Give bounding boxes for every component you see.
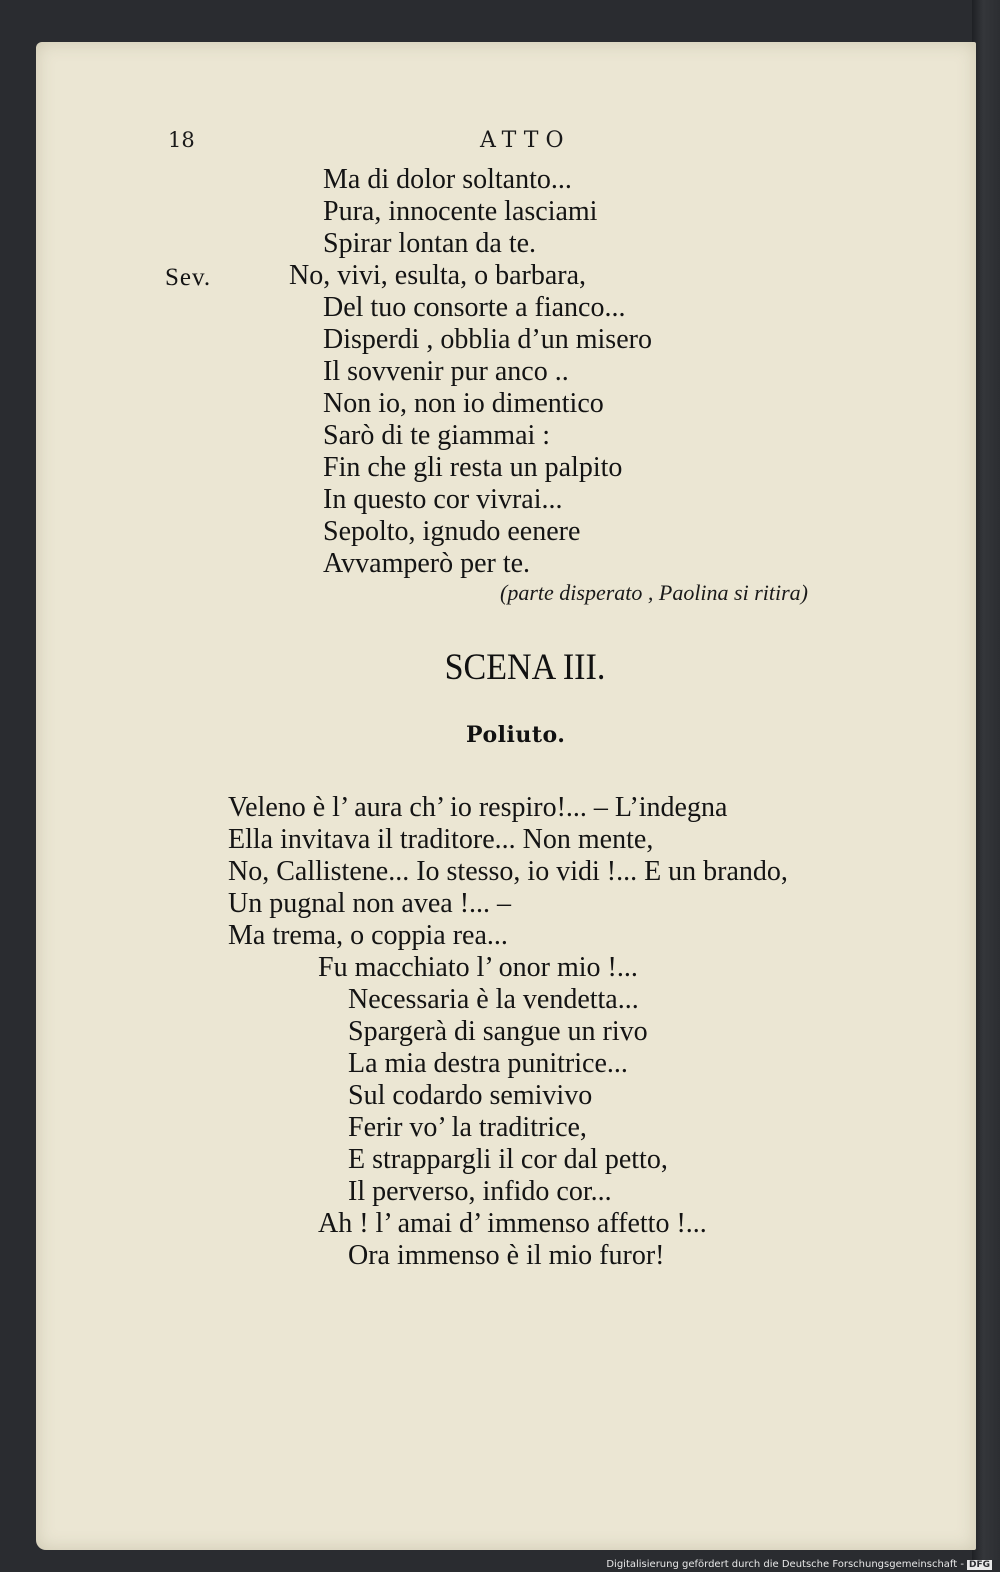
verse-line: Ella invitava il traditore... Non mente, <box>228 824 654 855</box>
verse-line: Veleno è l’ aura ch’ io respiro!... – L’indegna <box>228 792 728 823</box>
running-head: ATTO <box>480 128 571 153</box>
verse-line: Il perverso, infido cor... <box>348 1176 612 1207</box>
verse-line: Spargerà di sangue un rivo <box>348 1016 648 1047</box>
verse-line: No, Callistene... Io stesso, io vidi !... E un brando, <box>228 856 788 887</box>
verse-line: Sul codardo semivivo <box>348 1080 593 1111</box>
verse-line: Spirar lontan da te. <box>323 228 537 259</box>
character-name: Poliuto. <box>466 722 566 748</box>
speaker-label: Sev. <box>165 264 212 291</box>
scene-title: SCENA III. <box>444 647 606 688</box>
verse-line: Pura, innocente lasciami <box>323 196 598 227</box>
verse-line: Ferir vo’ la traditrice, <box>348 1112 587 1143</box>
verse-line: Avvamperò per te. <box>323 548 531 579</box>
verse-line: E strappargli il cor dal petto, <box>348 1144 668 1175</box>
verse-line: Fu macchiato l’ onor mio !... <box>318 952 638 983</box>
verse-line: Ma trema, o coppia rea... <box>228 920 508 951</box>
verse-line: Il sovvenir pur anco .. <box>323 356 569 387</box>
stage-direction: (parte disperato , Paolina si ritira) <box>500 580 808 605</box>
verse-line: Un pugnal non avea !... – <box>228 888 512 919</box>
dfg-logo: DFG <box>968 1560 990 1570</box>
digitization-credit <box>606 1559 992 1570</box>
verse-line: Del tuo consorte a fianco... <box>323 292 626 323</box>
verse-line: Ma di dolor soltanto... <box>323 164 572 195</box>
page-number: 18 <box>168 128 195 152</box>
credit-text: Digitalisierung gefördert durch die Deutsche Forschungsgemeinschaft - <box>606 1559 964 1570</box>
verse-line: Disperdi , obblia d’un misero <box>323 324 652 355</box>
verse-line: Necessaria è la vendetta... <box>348 984 639 1015</box>
verse-line: Fin che gli resta un palpito <box>323 452 623 483</box>
verse-line: Sepolto, ignudo eenere <box>323 516 581 547</box>
verse-line: Non io, non io dimentico <box>323 388 604 419</box>
verse-line: La mia destra punitrice... <box>348 1048 628 1079</box>
verse-line: Ah ! l’ amai d’ immenso affetto !... <box>318 1208 707 1239</box>
verse-line: Ora immenso è il mio furor! <box>348 1240 665 1271</box>
book-binding-edge <box>972 0 1000 1560</box>
verse-line: In questo cor vivrai... <box>323 484 563 515</box>
verse-line: No, vivi, esulta, o barbara, <box>289 260 587 291</box>
verse-line: Sarò di te giammai : <box>323 420 551 451</box>
